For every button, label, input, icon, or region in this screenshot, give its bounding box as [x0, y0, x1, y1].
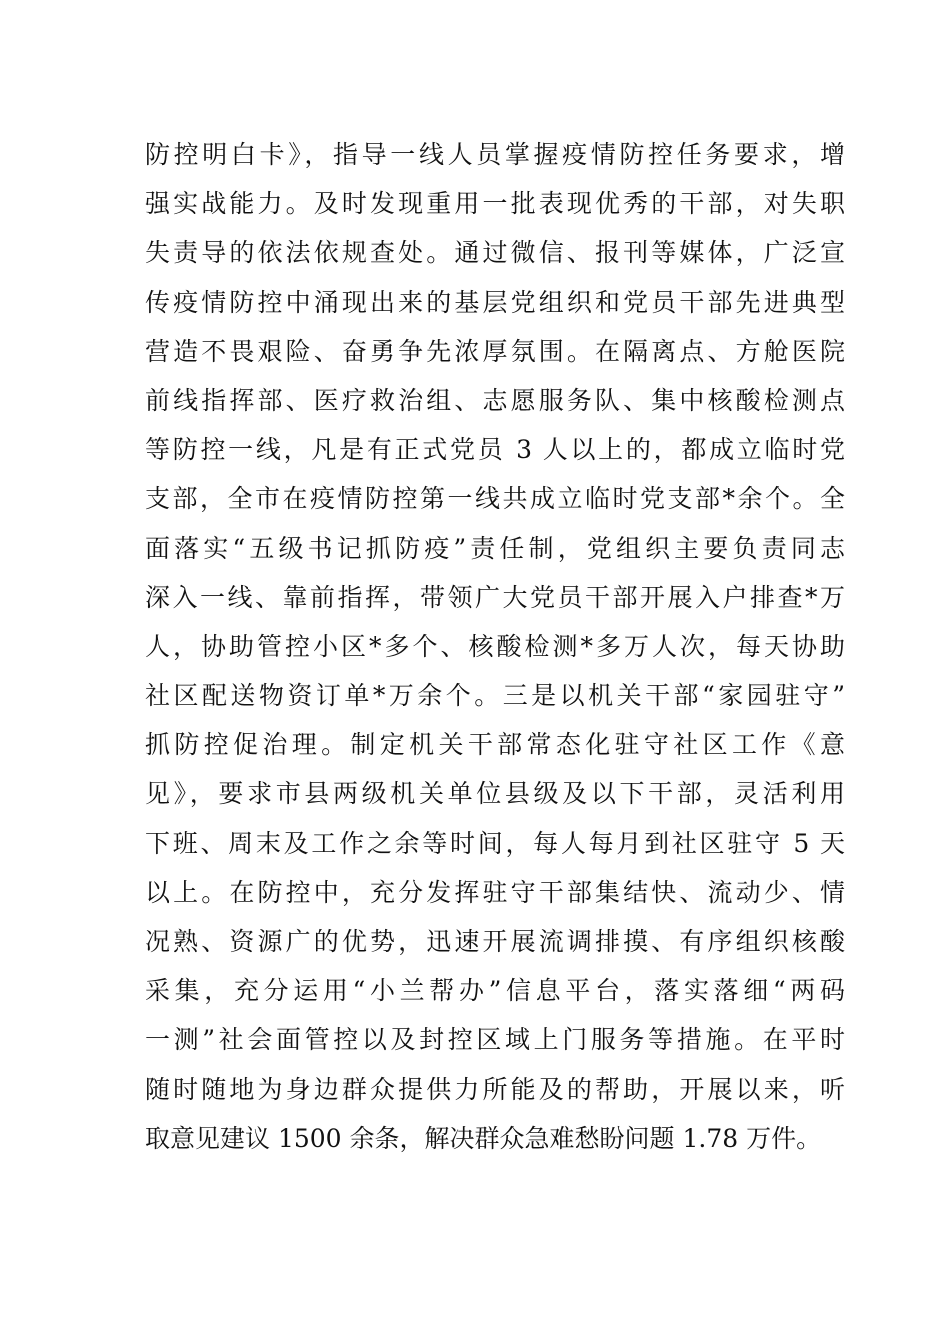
- text-line-12: 社区配送物资订单*万余个。三是以机关干部“家园驻守”: [145, 681, 845, 711]
- text-line-18: 采集，充分运用“小兰帮办”信息平台，落实落细“两码: [145, 976, 845, 1006]
- text-line-5: 营造不畏艰险、奋勇争先浓厚氛围。在隔离点、方舱医院: [145, 336, 845, 366]
- text-line-21: 取意见建议 1500 余条，解决群众急难愁盼问题 1.78 万件。: [145, 1123, 822, 1153]
- text-line-3: 失责导的依法依规查处。通过微信、报刊等媒体，广泛宣: [145, 238, 845, 268]
- text-line-8: 支部，全市在疫情防控第一线共成立临时党支部*余个。全: [145, 484, 845, 514]
- text-line-19: 一测”社会面管控以及封控区域上门服务等措施。在平时: [145, 1025, 845, 1055]
- text-line-7: 等防控一线，凡是有正式党员 3 人以上的，都成立临时党: [145, 435, 845, 465]
- text-line-13: 抓防控促治理。制定机关干部常态化驻守社区工作《意: [145, 730, 845, 760]
- text-line-4: 传疫情防控中涌现出来的基层党组织和党员干部先进典型: [145, 287, 845, 317]
- text-line-10: 深入一线、靠前指挥，带领广大党员干部开展入户排查*万: [145, 582, 845, 612]
- body-paragraph: [145, 130, 845, 1163]
- text-line-9: 面落实“五级书记抓防疫”责任制，党组织主要负责同志: [145, 533, 845, 563]
- text-line-14: 见》，要求市县两级机关单位县级及以下干部，灵活利用: [145, 779, 845, 809]
- text-line-6: 前线指挥部、医疗救治组、志愿服务队、集中核酸检测点: [145, 385, 845, 415]
- text-line-20: 随时随地为身边群众提供力所能及的帮助，开展以来，听: [145, 1074, 845, 1104]
- text-line-1: 防控明白卡》，指导一线人员掌握疫情防控任务要求，增: [145, 140, 845, 169]
- text-line-17: 况熟、资源广的优势，迅速开展流调排摸、有序组织核酸: [145, 927, 845, 956]
- text-line-15: 下班、周末及工作之余等时间，每人每月到社区驻守 5 天: [145, 828, 845, 858]
- text-line-16: 以上。在防控中，充分发挥驻守干部集结快、流动少、情: [145, 877, 845, 907]
- text-line-2: 强实战能力。及时发现重用一批表现优秀的干部，对失职: [145, 189, 845, 219]
- text-line-11: 人，协助管控小区*多个、核酸检测*多万人次，每天协助: [145, 631, 845, 661]
